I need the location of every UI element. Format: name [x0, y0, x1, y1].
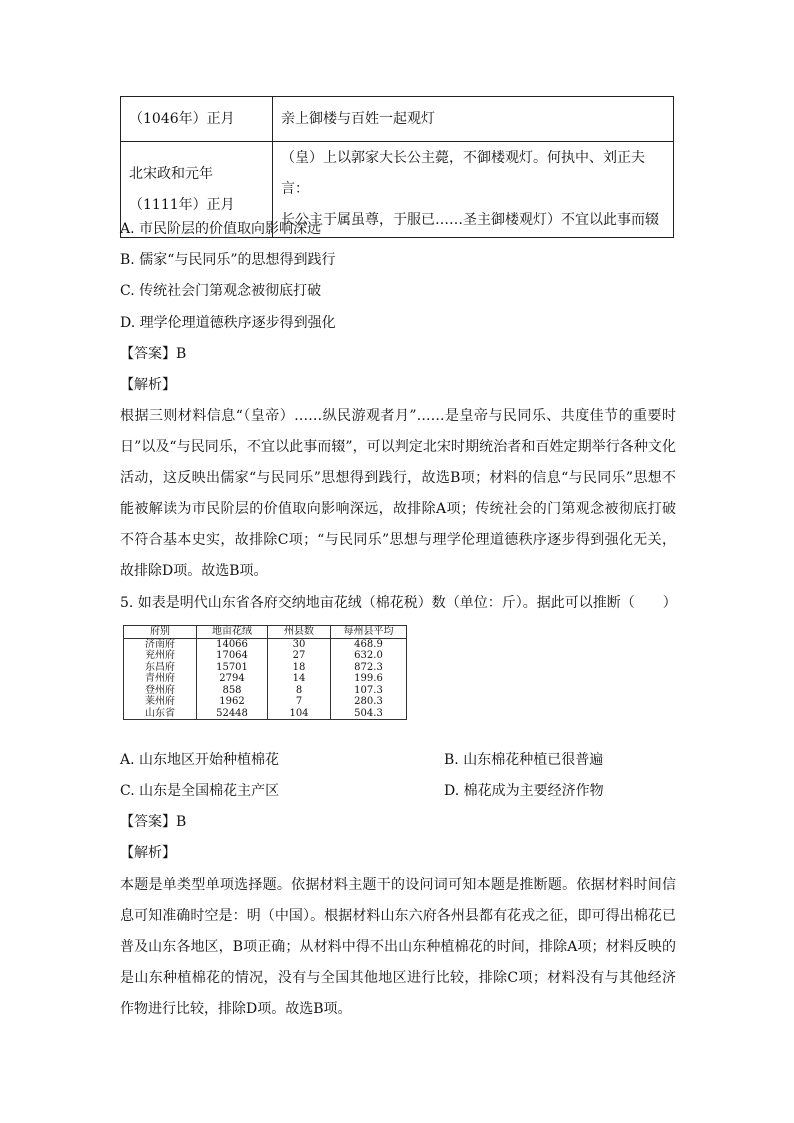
col-header: 府别: [124, 626, 197, 639]
q5-analysis-label: 【解析】: [120, 845, 176, 861]
table-row: 东昌府 15701 18 872.3: [124, 662, 407, 674]
q5-option-a: A. 山东地区开始种植棉花: [120, 752, 280, 768]
table-row: 济南府 14066 30 468.9: [124, 638, 407, 650]
q4-analysis-text: 根据三则材料信息“（皇帝）……纵民游观者月”……是皇帝与民同乐、共度佳节的重要时日”以及“与民同乐，不宜以此事而辍”，可以判定北宋时期统治者和百姓定期举行各种文化活动，这反映出儒家“与民同乐”思想得到践行，故选B项；材料的信息“与民同乐”思想不能被解读为市民阶层的价值取向影响深远，故排除A项；传统社会的门第观念被彻底打破不符合基本史实，故排除C项；“与民同乐”思想与理学伦理道德秩序逐步得到强化无关，故排除D项。故选B项。: [120, 408, 676, 579]
q4-option-a: A. 市民阶层的价值取向影响深远: [120, 221, 322, 237]
col-header: 每州县平均: [331, 626, 407, 639]
material-table: [120, 96, 674, 238]
event-cell: （皇）上以郭家大长公主薨，不御楼观灯。何执中、刘正夫言： 长公主于属虽尊，于服已……圣主御楼观灯）不宜以此事而辍: [273, 142, 674, 238]
q4-analysis-label: 【解析】: [120, 377, 176, 393]
cotton-tax-table: [123, 625, 407, 720]
table-header-row: [124, 626, 407, 639]
event-cell: 亲上御楼与百姓一起观灯: [273, 97, 674, 142]
table-row: [121, 97, 674, 142]
q5-analysis-text: 本题是单类型单项选择题。依据材料主题干的设问词可知本题是推断题。依据材料时间信息可知准确时空是：明（中国）。根据材料山东六府各州县都有花戎之征，即可得出棉花已普及山东各地区，B项正确；从材料中得不出山东种植棉花的时间，排除A项；材料反映的是山东种植棉花的情况，没有与全国其他地区进行比较，排除C项；材料没有与其他经济作物进行比较，排除D项。故选B项。: [120, 877, 676, 1017]
time-cell: （1046年）正月: [121, 97, 273, 142]
q4-option-c: C. 传统社会门第观念被彻底打破: [120, 283, 322, 299]
table-row: 兖州府 17064 27 632.0: [124, 650, 407, 662]
time-cell: 北宋政和元年 （1111年）正月: [121, 142, 273, 238]
table-row: 登州府 858 8 107.3: [124, 685, 407, 697]
q4-option-b: B. 儒家“与民同乐”的思想得到践行: [120, 252, 336, 268]
table-row: 青州府 2794 14 199.6: [124, 673, 407, 685]
q4-option-d: D. 理学伦理道德秩序逐步得到强化: [120, 315, 336, 331]
q5-option-c: C. 山东是全国棉花主产区: [120, 783, 280, 799]
q5-option-b: B. 山东棉花种植已很普遍: [444, 752, 604, 768]
table-row: 山东省 52448 104 504.3: [124, 708, 407, 720]
col-header: 州县数: [268, 626, 331, 639]
table-row: 莱州府 1962 7 280.3: [124, 696, 407, 708]
col-header: 地亩花绒: [197, 626, 268, 639]
q5-option-d: D. 棉花成为主要经济作物: [444, 783, 604, 799]
q4-answer: 【答案】B: [120, 346, 187, 362]
q5-answer: 【答案】B: [120, 814, 187, 830]
q5-stem: 5. 如表是明代山东省各府交纳地亩花绒（棉花税）数（单位：斤）。据此可以推断（ ）: [120, 595, 677, 611]
